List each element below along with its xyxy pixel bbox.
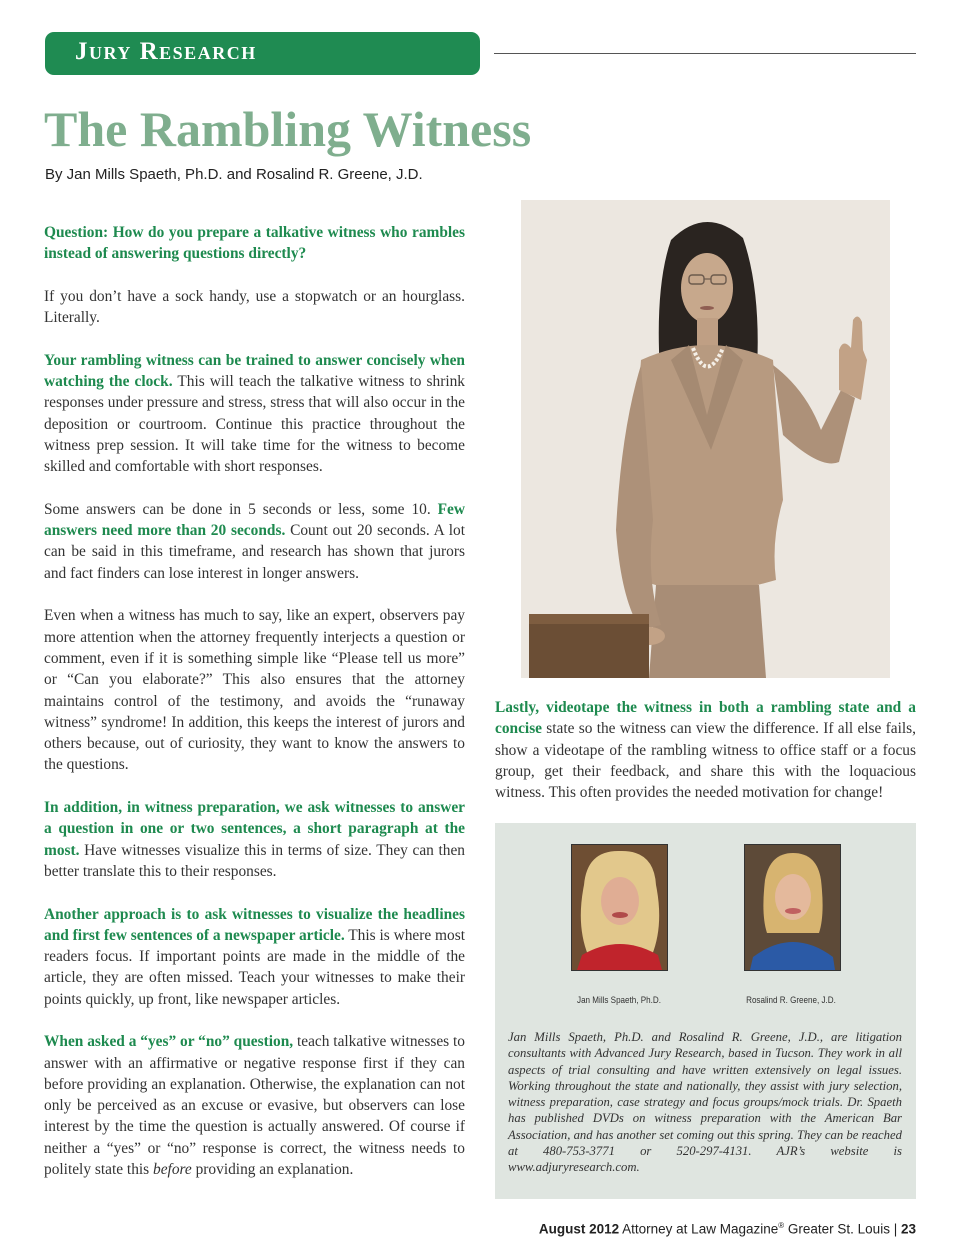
paragraph-4 (44, 499, 465, 584)
author-portrait-spaeth (571, 844, 668, 971)
header-rule (494, 53, 916, 54)
paragraph-4-c: Count out 20 seconds. A lot can be said in this timeframe, and research has shown that jurors and fact finders can lose interest in longer answers. (44, 522, 465, 582)
author-bio-box (495, 823, 916, 1199)
portrait-spaeth-illustration (572, 845, 667, 970)
closing-lead: Lastly, videotape the witness in both a rambling state and a concise (495, 699, 916, 738)
paragraph-4-a: Some answers can be done in 5 seconds or less, some 10. (44, 500, 438, 518)
paragraph-4-highlight: Few answers need more than 20 seconds. (44, 500, 465, 540)
paragraph-7 (44, 904, 465, 1010)
caption-spaeth: Jan Mills Spaeth, Ph.D. (577, 995, 661, 1006)
paragraph-5: Even when a witness has much to say, like an expert, observers pay more attention when the attorney frequently interjects a question or comment, even if it is something simple like “Please tell us more” or “Can you elaborate?” This also ensures that the attorney maintains control of the testimony, and avoids the “runaway witness” syndrome! In addition, this keeps the interest of jurors and others because, out of curiosity, they want to know the answers to the questions. (44, 607, 465, 774)
witness-illustration (521, 200, 890, 678)
footer-date: August 2012 (538, 1221, 620, 1237)
closing-paragraph (495, 697, 916, 803)
paragraph-3-body: This will teach the talkative witness to shrink responses under pressure and stress, stress that will also occur in the deposition or courtroom. Continue this practice throughout the witness prep session. It will take time for the witness to become skilled and comfortable with short responses. (44, 373, 466, 476)
paragraph-8-body: teach talkative witnesses to answer with an affirmative or negative response first if they can before providing an explanation. Otherwise, the explanation can not only be perceived as an excuse or evasive, but observers can lose interest by the time the question is actually answered. Of course if neither a “yes” or “no” response is correct, the witness needs to politely state this (44, 1033, 465, 1179)
section-banner (45, 32, 480, 75)
left-column (44, 222, 465, 1202)
paragraph-8 (44, 1031, 465, 1180)
paragraph-3 (44, 350, 465, 478)
paragraph-7-lead: Another approach is to ask witnesses to visualize the headlines and first few sentences of a newspaper article. (44, 905, 465, 944)
paragraph-6 (44, 797, 465, 882)
caption-greene: Rosalind R. Greene, J.D. (746, 995, 836, 1006)
author-portrait-greene (744, 844, 841, 971)
byline: By Jan Mills Spaeth, Ph.D. and Rosalind R. Greene, J.D. (45, 166, 423, 183)
footer-magazine: Attorney at Law Magazine (619, 1221, 779, 1237)
paragraph-2: If you don’t have a sock handy, use a stopwatch or an hourglass. Literally. (44, 287, 465, 327)
right-column (495, 697, 916, 803)
page-footer (539, 1221, 916, 1237)
paragraph-8-lead: When asked a “yes” or “no” question, (44, 1033, 294, 1051)
portrait-greene-illustration (745, 845, 840, 970)
paragraph-8-end: providing an explanation. (191, 1161, 354, 1179)
footer-registered: ® (778, 1221, 785, 1230)
paragraph-6-lead: In addition, in witness preparation, we ask witnesses to answer a question in one or two sentences, a short paragraph at the most. (44, 799, 465, 859)
article-title: The Rambling Witness (44, 101, 532, 157)
paragraph-7-body: This is where most readers focus. If important points are made in the middle of the article, they are often missed. Teach your witnesses to make their points quickly, up front, like newspaper articles. (44, 926, 465, 1008)
question-text: Question: How do you prepare a talkative witness who rambles instead of answering questions directly? (44, 224, 465, 263)
footer-region: Greater St. Louis (784, 1221, 890, 1237)
author-bio-text: Jan Mills Spaeth, Ph.D. and Rosalind R. Greene, J.D., are litigation consultants with Advanced Jury Research, based in Tucson. They work in all aspects of trial consulting and have written extensively on legal issues. Working throughout the state and nationally, they assist with jury selection, witness preparation, case strategy and focus groups/mock trials. Dr. Spaeth has published DVDs on witness preparation with the American Bar Association, and has another set coming out this spring. They can be reached at 480-753-3771 or 520-297-4131. AJR’s website is www.adjuryresearch.com. (508, 1030, 902, 1175)
witness-photo (521, 200, 890, 678)
paragraph-6-body: Have witnesses visualize this in terms of size. They can then better translate this to their responses. (44, 841, 465, 880)
paragraph-3-lead: Your rambling witness can be trained to answer concisely when watching the clock. (44, 351, 465, 391)
question-paragraph (44, 222, 465, 265)
paragraph-8-emphasis: before (153, 1161, 192, 1179)
closing-body: state so the witness can view the difference. If all else fails, show a videotape of the rambling witness to office staff or a focus group, get their feedback, and share this with the loquacious witness. This often provides the needed motivation for change! (495, 720, 916, 802)
section-label: Jury Research (75, 38, 257, 65)
page-number: 23 (900, 1221, 916, 1237)
footer-separator: | (889, 1221, 901, 1237)
